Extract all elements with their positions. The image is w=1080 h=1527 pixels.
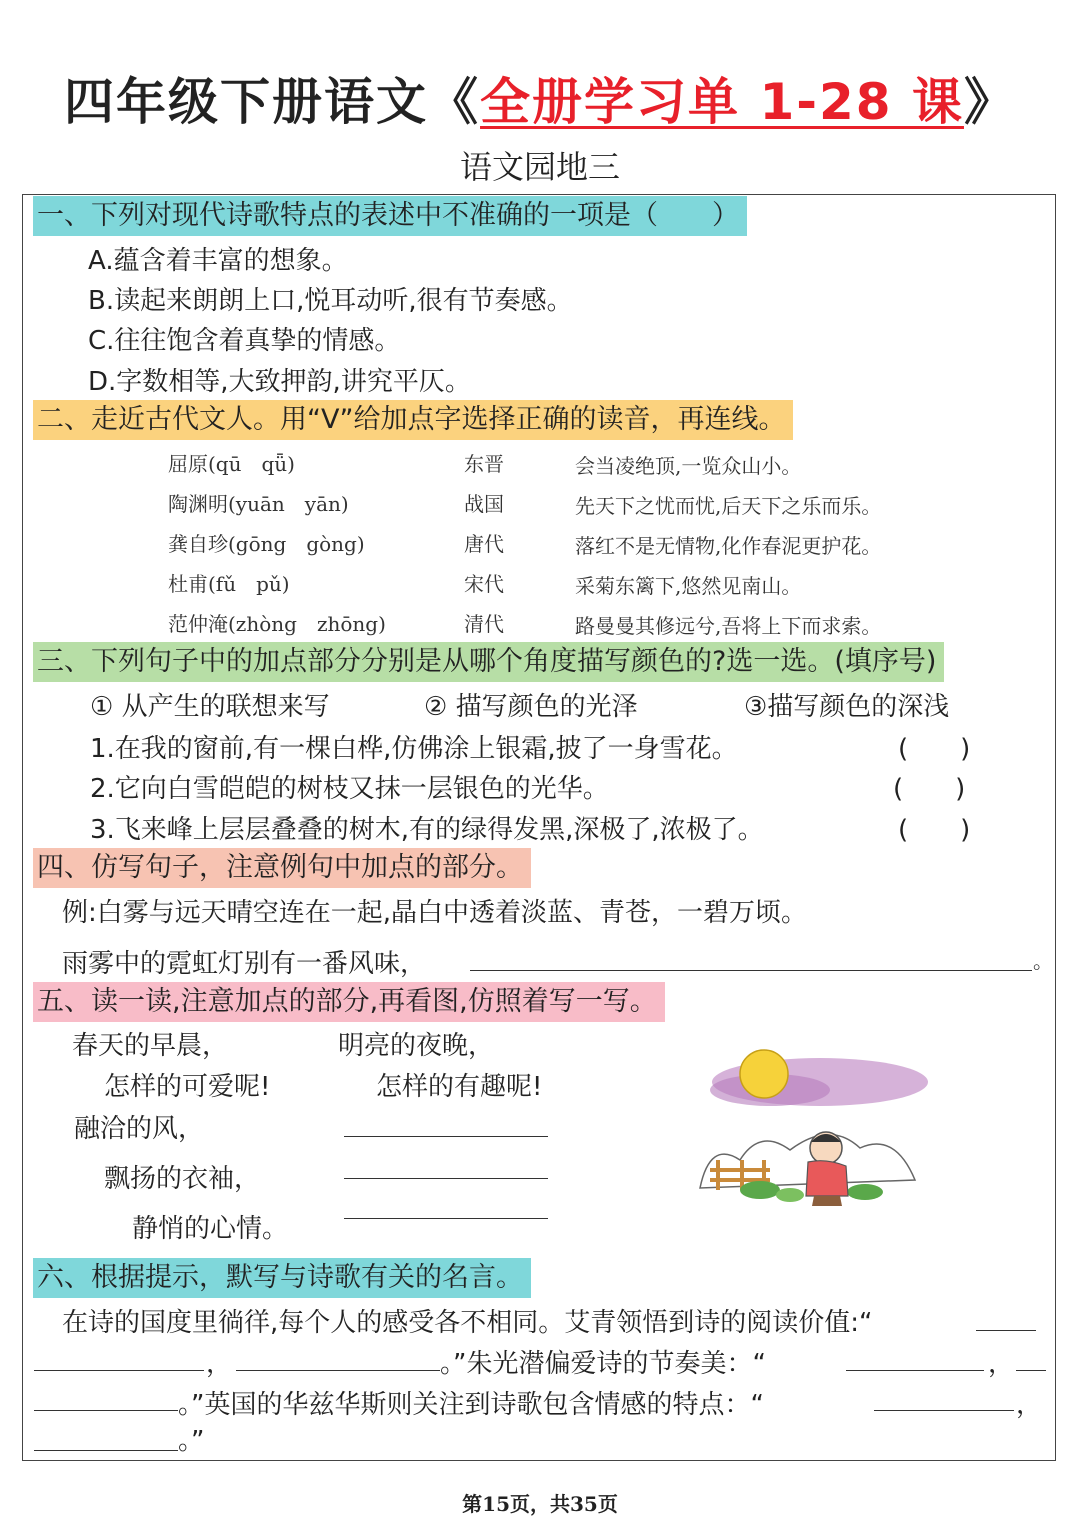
answer-blank[interactable] [34, 1450, 178, 1451]
answer-blank[interactable] [34, 1370, 204, 1371]
sec5-right1: 明亮的夜晚， [338, 1031, 495, 1061]
answer-blank[interactable] [874, 1410, 1014, 1411]
sec3-choice-1: ① 从产生的联想来写 [90, 692, 330, 722]
sec6-line4: 。” [178, 1426, 205, 1456]
title-suffix: 》 [963, 73, 1016, 131]
answer-blank[interactable] [470, 970, 1032, 971]
sec4-example: 例:白雾与远天晴空连在一起,晶白中透着淡蓝、青苍，一碧万顷。 [62, 898, 808, 928]
answer-blank[interactable] [344, 1218, 548, 1219]
answer-blank[interactable] [344, 1178, 548, 1179]
sec5-right2: 怎样的有趣呢! [376, 1072, 543, 1102]
sec6-line3: 。”英国的华兹华斯则关注到诗歌包含情感的特点：“ [178, 1390, 764, 1420]
poet-name: 陶渊明(yuān yān) [168, 492, 349, 516]
sec1-option-a: A.蕴含着丰富的想象。 [88, 246, 348, 276]
sec3-item-1: 1.在我的窗前,有一棵白桦,仿佛涂上银霜,披了一身雪花。 [90, 734, 738, 764]
moonlit-child-illustration [690, 1040, 930, 1210]
sec3-choice-3: ③描写颜色的深浅 [744, 692, 950, 722]
section-subtitle: 语文园地三 [459, 148, 620, 186]
answer-blank[interactable] [34, 1410, 178, 1411]
sec4-end: 。 [1033, 949, 1053, 973]
sec6-comma: ， [1016, 1390, 1043, 1420]
section2-heading: 二、走近古代文人。用“V”给加点字选择正确的读音，再连线。 [33, 400, 793, 440]
answer-blank[interactable] [236, 1370, 440, 1371]
section5-heading: 五、读一读,注意加点的部分,再看图,仿照着写一写。 [33, 982, 665, 1022]
sec6-line2: 。”朱光潜偏爱诗的节奏美：“ [440, 1349, 766, 1379]
page-title [0, 62, 1080, 134]
sec1-option-d: D.字数相等,大致押韵,讲究平仄。 [88, 367, 471, 397]
answer-blank[interactable] [976, 1330, 1036, 1331]
title-highlight: 全册学习单 1-28 课 [480, 73, 964, 131]
verse: 路曼曼其修远兮,吾将上下而求索。 [575, 614, 882, 638]
verse: 落红不是无情物,化作春泥更护花。 [575, 534, 882, 558]
verse: 采菊东篱下,悠然见南山。 [575, 574, 802, 598]
section6-heading: 六、根据提示，默写与诗歌有关的名言。 [33, 1258, 531, 1298]
answer-paren[interactable]: ( ) [898, 815, 971, 845]
sec5-line2: 飘扬的衣袖， [104, 1164, 261, 1194]
answer-blank[interactable] [846, 1370, 984, 1371]
title-prefix: 四年级下册语文《 [64, 73, 481, 131]
sec5-left1: 春天的早晨， [72, 1031, 229, 1061]
dynasty: 东晋 [464, 452, 504, 476]
sec1-option-c: C.往往饱含着真挚的情感。 [88, 326, 401, 356]
answer-blank[interactable] [344, 1136, 548, 1137]
sec4-prompt: 雨雾中的霓虹灯别有一番风味， [62, 949, 427, 979]
sec3-item-2: 2.它向白雪皑皑的树枝又抹一层银色的光华。 [90, 774, 609, 804]
dynasty: 宋代 [464, 572, 504, 596]
answer-blank[interactable] [1016, 1370, 1046, 1371]
dynasty: 战国 [464, 492, 504, 516]
page-number: 第15页，共35页 [462, 1492, 618, 1516]
poet-name: 龚自珍(gōng gòng) [168, 532, 365, 556]
poet-name: 范仲淹(zhòng zhōng) [168, 612, 386, 636]
sec5-left2: 怎样的可爱呢! [104, 1072, 271, 1102]
sec5-line1: 融洽的风， [74, 1114, 205, 1144]
section4-heading: 四、仿写句子，注意例句中加点的部分。 [33, 848, 531, 888]
sec3-choice-2: ② 描写颜色的光泽 [424, 692, 638, 722]
sec5-line3: 静悄的心情。 [132, 1214, 289, 1244]
sec6-comma: ， [206, 1349, 233, 1379]
poet-name: 杜甫(fǔ pǔ) [168, 572, 290, 596]
dynasty: 清代 [464, 612, 504, 636]
section1-heading: 一、下列对现代诗歌特点的表述中不准确的一项是（ ） [33, 196, 747, 236]
poet-name: 屈原(qū qǖ) [168, 452, 295, 476]
sec3-item-3: 3.飞来峰上层层叠叠的树木,有的绿得发黑,深极了,浓极了。 [90, 815, 764, 845]
answer-paren[interactable]: ( ) [898, 734, 971, 764]
sec6-comma: ， [988, 1349, 1015, 1379]
sec6-line1: 在诗的国度里徜徉,每个人的感受各不相同。艾青领悟到诗的阅读价值:“ [62, 1308, 873, 1338]
verse: 先天下之忧而忧,后天下之乐而乐。 [575, 494, 882, 518]
sec1-option-b: B.读起来朗朗上口,悦耳动听,很有节奏感。 [88, 286, 573, 316]
section3-heading: 三、下列句子中的加点部分分别是从哪个角度描写颜色的?选一选。(填序号) [33, 642, 944, 682]
dynasty: 唐代 [464, 532, 504, 556]
verse: 会当凌绝顶,一览众山小。 [575, 454, 802, 478]
answer-paren[interactable]: ( ) [893, 774, 966, 804]
